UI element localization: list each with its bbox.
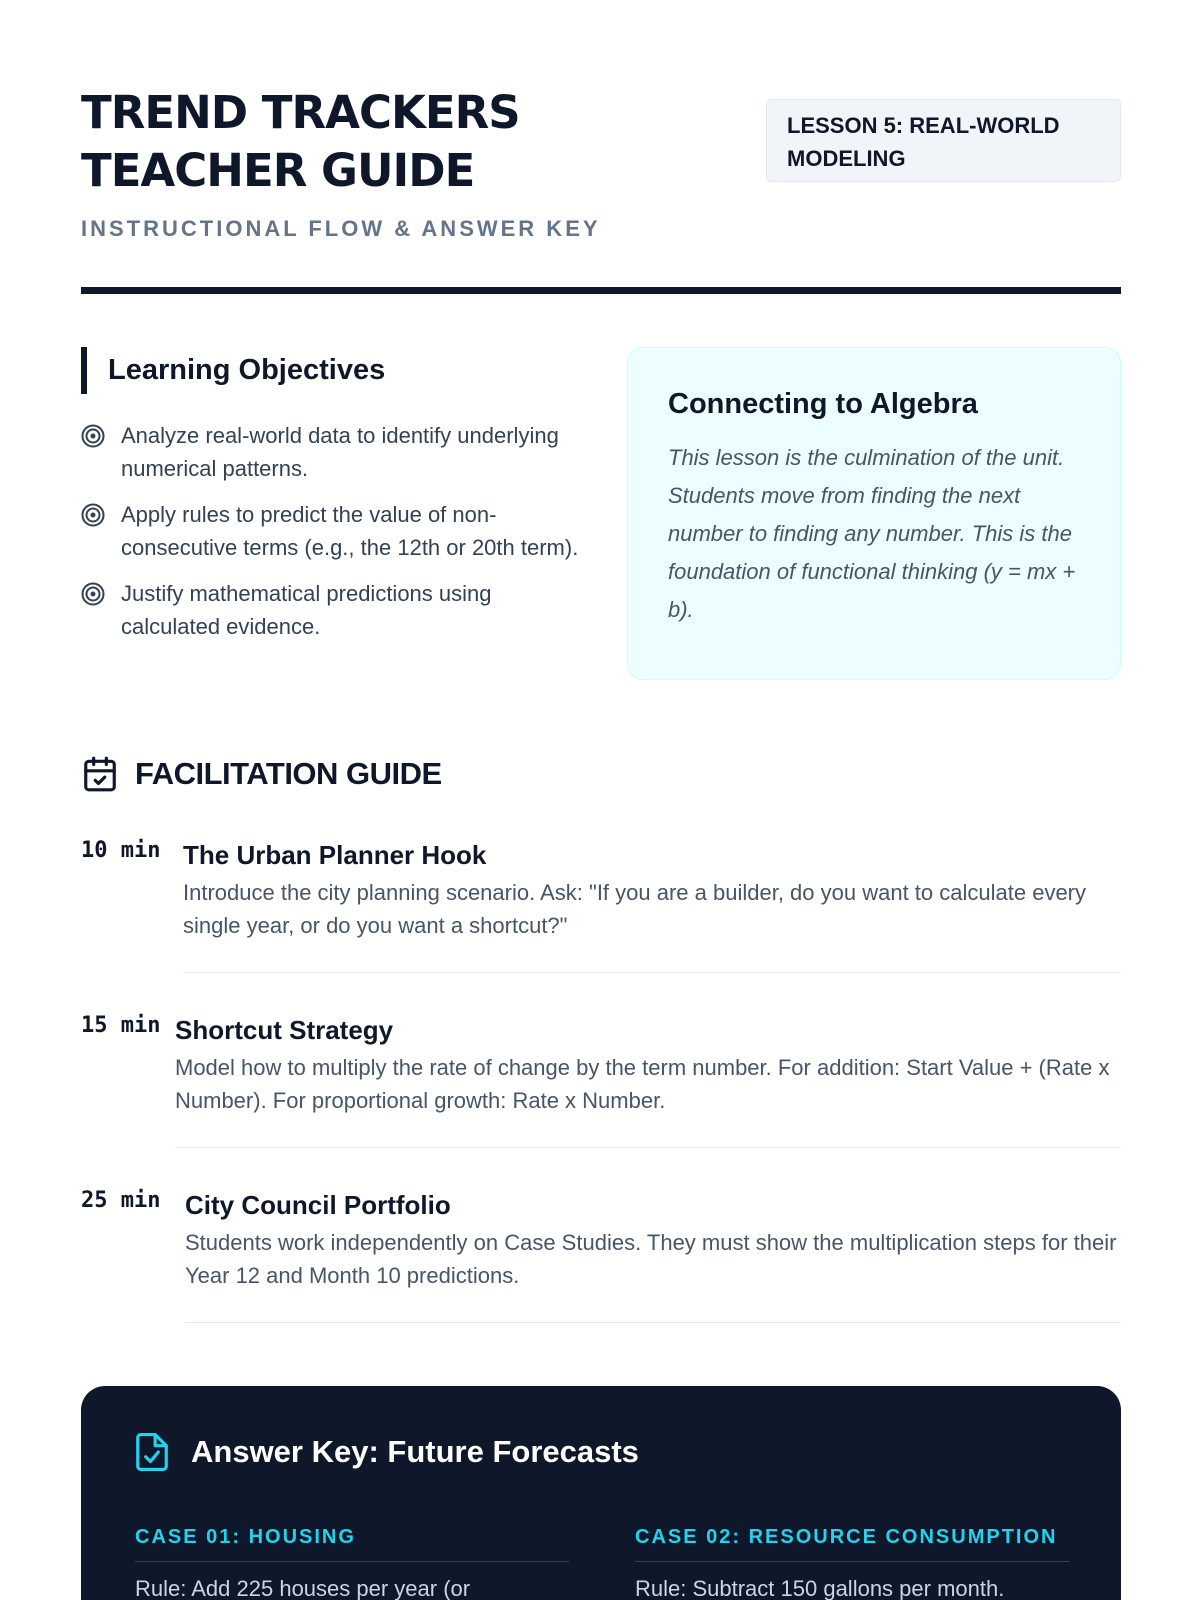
target-icon [81, 582, 105, 606]
step-title: The Urban Planner Hook [183, 840, 487, 870]
objective-text: Analyze real-world data to identify underlying numerical patterns. [121, 423, 559, 481]
objectives-heading: Learning Objectives [81, 347, 581, 394]
page-header [81, 84, 1121, 294]
header-divider [81, 287, 1121, 294]
case-housing [135, 1526, 569, 1600]
step-body [185, 1188, 1121, 1323]
step-description: Students work independently on Case Studies. They must show the multiplication steps for their Year 12 and Month 10 predictions. [185, 1230, 1117, 1288]
objective-item [81, 419, 581, 485]
connect-body: This lesson is the culmination of the unit. Students move from finding the next number to finding any number. This is the foundation of functional thinking (y = mx + b). [668, 445, 1076, 622]
learning-objectives [81, 347, 581, 656]
case-label: CASE 02: RESOURCE CONSUMPTION [635, 1526, 1069, 1562]
step-time: 10 min [81, 838, 161, 863]
case-resource-consumption [635, 1526, 1069, 1600]
answer-key-panel [81, 1386, 1121, 1600]
step-description: Introduce the city planning scenario. Ask: "If you are a builder, do you want to calculate every single year, or do you want a shortcut?" [183, 880, 1086, 938]
step-time: 15 min [81, 1013, 161, 1038]
step-time: 25 min [81, 1188, 161, 1213]
step-title: City Council Portfolio [185, 1190, 451, 1220]
title-line-2: TEACHER GUIDE [81, 144, 475, 197]
step-body [175, 1013, 1121, 1148]
step-description: Model how to multiply the rate of change by the term number. For addition: Start Value + (Rate x Number). For proportional growth: Rate x Number. [175, 1055, 1110, 1113]
step-title: Shortcut Strategy [175, 1015, 394, 1045]
answer-key-title: Answer Key: Future Forecasts [191, 1434, 639, 1469]
lesson-badge: LESSON 5: REAL-WORLD MODELING [766, 99, 1121, 182]
calendar-check-icon [81, 755, 119, 793]
facilitation-title: FACILITATION GUIDE [135, 756, 442, 791]
file-check-icon [135, 1433, 169, 1471]
case-label: CASE 01: HOUSING [135, 1526, 569, 1562]
objective-item [81, 498, 581, 564]
title-line-1: TREND TRACKERS [81, 86, 520, 139]
target-icon [81, 424, 105, 448]
page-subtitle: INSTRUCTIONAL FLOW & ANSWER KEY [81, 216, 601, 241]
connecting-to-algebra-box [627, 347, 1121, 680]
step-body [183, 838, 1121, 973]
target-icon [81, 503, 105, 527]
connect-heading: Connecting to Algebra [668, 388, 978, 420]
objectives-list [81, 419, 581, 643]
facilitation-heading [81, 752, 442, 796]
objective-item [81, 577, 581, 643]
objective-text: Apply rules to predict the value of non-consecutive terms (e.g., the 12th or 20th term). [121, 502, 579, 560]
objective-text: Justify mathematical predictions using calculated evidence. [121, 581, 492, 639]
answer-key-heading [135, 1430, 1067, 1474]
case-rule: Rule: Add 225 houses per year (or [135, 1576, 471, 1600]
case-rule: Rule: Subtract 150 gallons per month. [635, 1576, 1005, 1600]
